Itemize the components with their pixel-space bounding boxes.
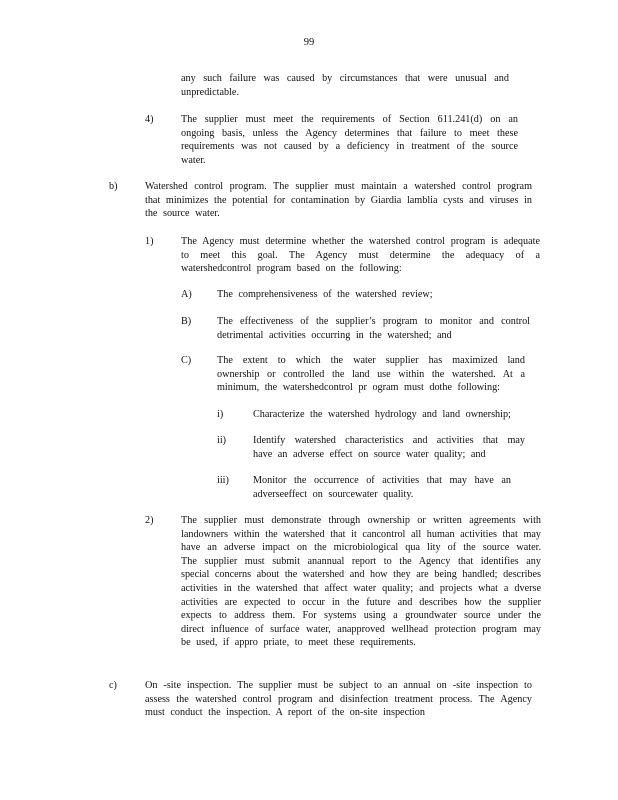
item-ii-label: ii) (217, 435, 227, 446)
continued-paragraph: any such failure was caused by circumstances that were unusual and unpredictable. (181, 73, 509, 98)
item-A-text: The comprehensiveness of the watershed review; (217, 289, 433, 300)
item-4-text: The supplier must meet the requirements of Section 611.241(d) on an ongoing basis, unless the Agency determines that failure to meet these requirements was not caused by a deficiency in treatment of the source water. (181, 114, 518, 166)
item-4-label: 4) (145, 114, 154, 125)
item-b1-label: 1) (145, 236, 154, 247)
item-i-text: Characterize the watershed hydrology and land ownership; (253, 409, 511, 420)
item-B-text: The effectiveness of the supplier’s program to monitor and control detrimental activities occurring in the watershed; and (217, 316, 530, 341)
subsection-b-label: b) (109, 181, 118, 192)
item-b1-text: The Agency must determine whether the watershed control program is adequate to meet this goal. The Agency must determine the adequacy of a watershedcontrol program based on the following: (181, 236, 540, 275)
item-ii-text: Identify watershed characteristics and activities that may have an adverse effect on source water quality; and (253, 435, 525, 460)
item-A-label: A) (181, 289, 192, 300)
page-number: 99 (303, 37, 315, 48)
item-b2-text: The supplier must demonstrate through ownership or written agreements with landowners within the watershed that it cancontrol all human activities that may have an adverse impact on the microbiological qua lity of the source water. The supplier must submit anannual report to the Agency that identifies any special concerns about the watershed and how they are being handled; describes activities in the watershed that affect water quality; and projects what a dverse activities are expected to occur in the future and describes how the supplier expects to address them. For systems using a groundwater source under the direct influence of surface water, anapproved wellhead protection program may be used, if appro priate, to meet these requirements. (181, 515, 541, 649)
item-i-label: i) (217, 409, 224, 420)
item-C-label: C) (181, 355, 192, 366)
item-iii-label: iii) (217, 475, 229, 486)
subsection-b-text: Watershed control program. The supplier must maintain a watershed control program that minimizes the potential for contamination by Giardia lamblia cysts and viruses in the source water. (145, 181, 532, 220)
item-b2-label: 2) (145, 515, 154, 526)
subsection-c-text: On -site inspection. The supplier must be subject to an annual on -site inspection to assess the watershed control program and disinfection treatment process. The Agency must conduct the inspection. A report of the on-site inspection (145, 680, 532, 719)
subsection-c-label: c) (109, 680, 117, 691)
item-B-label: B) (181, 316, 192, 327)
item-C-text: The extent to which the water supplier has maximized land ownership or controlled the land use within the watershed. At a minimum, the watershedcontrol pr ogram must dothe following: (217, 355, 525, 394)
item-iii-text: Monitor the occurrence of activities that may have an adverseeffect on sourcewater quality. (253, 475, 511, 500)
